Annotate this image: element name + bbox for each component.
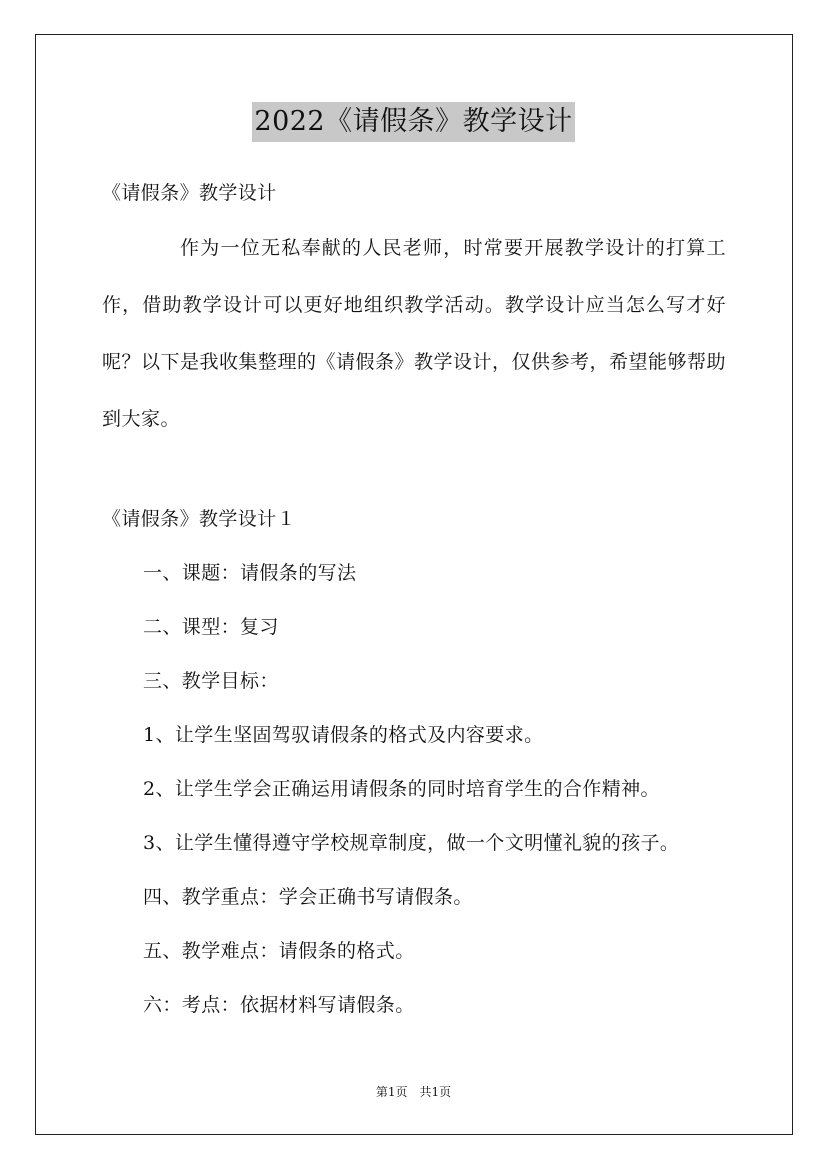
section-heading: 《请假条》教学设计１: [102, 508, 297, 530]
list-item: 四、教学重点：学会正确书写请假条。: [143, 886, 473, 908]
list-item: 2、让学生学会正确运用请假条的同时培育学生的合作精神。: [143, 778, 660, 800]
title-container: [0, 102, 827, 142]
list-item: 二、课型：复习: [143, 616, 279, 638]
page-number-footer: 第1页 共1页: [375, 1085, 452, 1099]
document-title: 2022《请假条》教学设计: [252, 102, 574, 142]
list-item: 3、让学生懂得遵守学校规章制度，做一个文明懂礼貌的孩子。: [143, 832, 680, 854]
list-item: 五、教学难点：请假条的格式。: [143, 940, 415, 962]
intro-paragraph: [102, 220, 726, 448]
intro-paragraph-text: 作为一位无私奉献的人民老师，时常要开展教学设计的打算工作，借助教学设计可以更好地组织教学活动。教学设计应当怎么写才好呢？以下是我收集整理的《请假条》教学设计，仅供参考，希望能够帮助到大家。: [102, 237, 727, 430]
list-item: 六：考点：依据材料写请假条。: [143, 994, 415, 1016]
list-item: 1、让学生坚固驾驭请假条的格式及内容要求。: [143, 724, 544, 746]
list-item: 三、教学目标：: [143, 670, 279, 692]
list-item: 一、课题：请假条的写法: [143, 562, 357, 584]
subtitle: 《请假条》教学设计: [102, 182, 277, 204]
